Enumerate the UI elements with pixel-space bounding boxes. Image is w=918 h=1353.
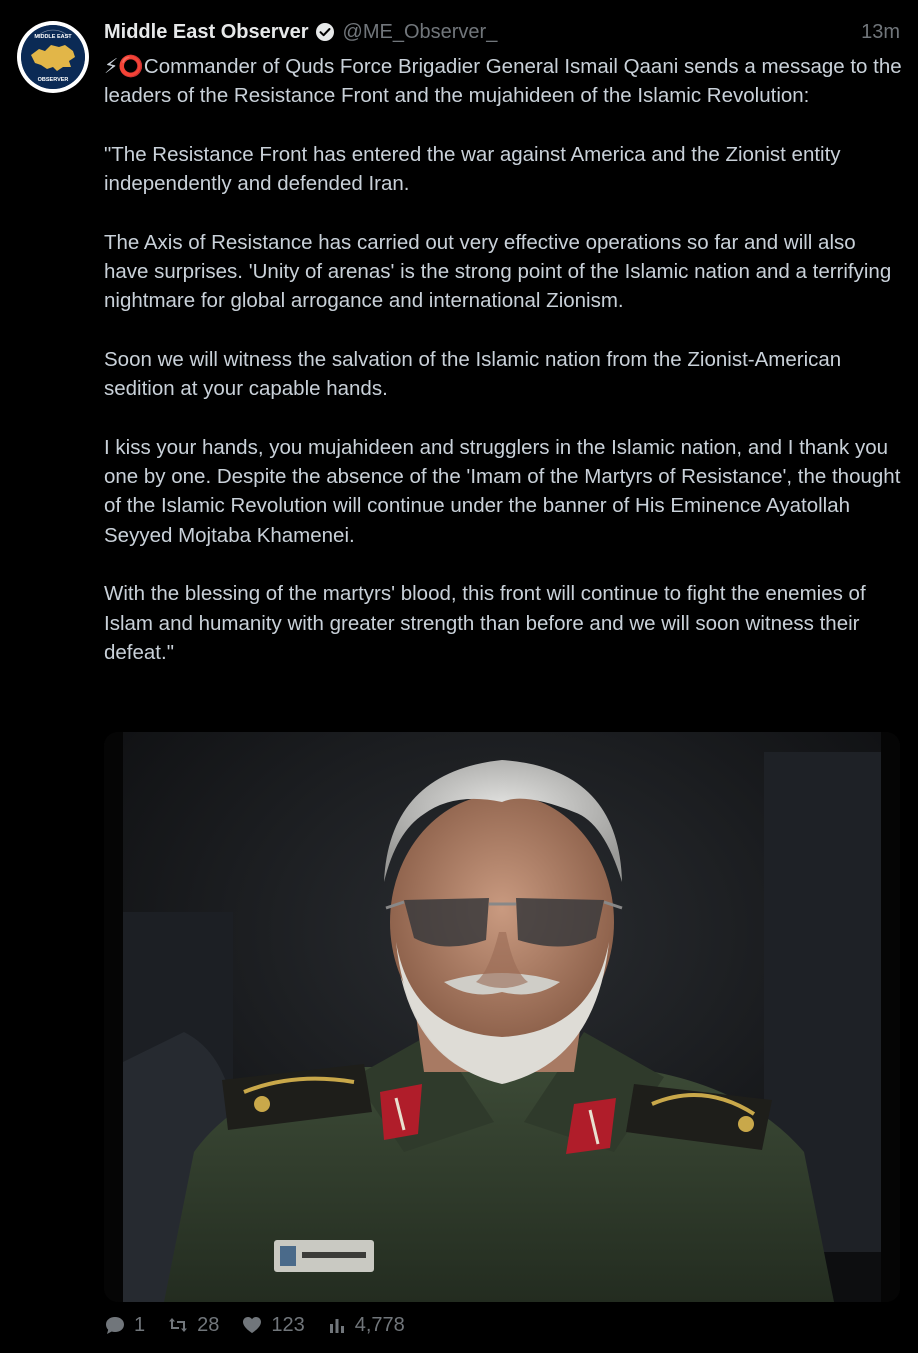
- avatar-logo: [21, 25, 85, 89]
- post-text: [104, 52, 904, 667]
- repost-icon: [167, 1314, 189, 1336]
- post-paragraph: Soon we will witness the salvation of the Islamic nation from the Zionist-American sedition at your capable hands.: [104, 347, 842, 401]
- like-button[interactable]: [241, 1314, 304, 1337]
- heart-icon: [241, 1314, 263, 1336]
- reply-button[interactable]: [104, 1314, 145, 1337]
- avatar-text-bottom: OBSERVER: [37, 77, 69, 83]
- avatar-text-top: MIDDLE EAST: [34, 34, 72, 40]
- post-paragraph: I kiss your hands, you mujahideen and strugglers in the Islamic nation, and I thank you one by one. Despite the absence of the 'Imam of the Martyrs of Resistance', the thought of the Islamic Revolution will continue under the banner of His Eminence Ayatollah Seyyed Mojtaba Khamenei.: [104, 435, 901, 547]
- views-chart-icon: [327, 1315, 347, 1335]
- post-image[interactable]: [104, 732, 900, 1302]
- verified-badge-icon: [315, 22, 335, 42]
- post-actions: [104, 1310, 427, 1340]
- avatar[interactable]: [17, 21, 89, 93]
- views-count: 4,778: [354, 1313, 405, 1336]
- post-timestamp[interactable]: 13m: [861, 20, 900, 43]
- views-button[interactable]: [327, 1314, 405, 1337]
- post-paragraph: The Axis of Resistance has carried out very effective operations so far and will also have surprises. 'Unity of arenas' is the strong point of the Islamic nation and a terrifying nightmare for global arrogance and international Zionism.: [104, 230, 892, 313]
- author-handle[interactable]: @ME_Observer_: [342, 20, 498, 43]
- like-count: 123: [271, 1313, 305, 1336]
- repost-button[interactable]: [167, 1314, 219, 1337]
- author-name[interactable]: Middle East Observer: [104, 20, 309, 43]
- reply-count: 1: [134, 1313, 146, 1336]
- post-paragraph: ⚡⭕Commander of Quds Force Brigadier General Ismail Qaani sends a message to the leaders of the Resistance Front and the mujahideen of the Islamic Revolution:: [104, 55, 902, 108]
- post-header: [104, 18, 900, 46]
- post-paragraph: With the blessing of the martyrs' blood, this front will continue to fight the enemies of Islam and humanity with greater strength than before and we will soon witness their defeat.": [104, 582, 866, 664]
- post-paragraph: "The Resistance Front has entered the war against America and the Zionist entity independently and defended Iran.: [104, 142, 841, 196]
- reply-icon: [104, 1314, 126, 1336]
- repost-count: 28: [197, 1313, 220, 1336]
